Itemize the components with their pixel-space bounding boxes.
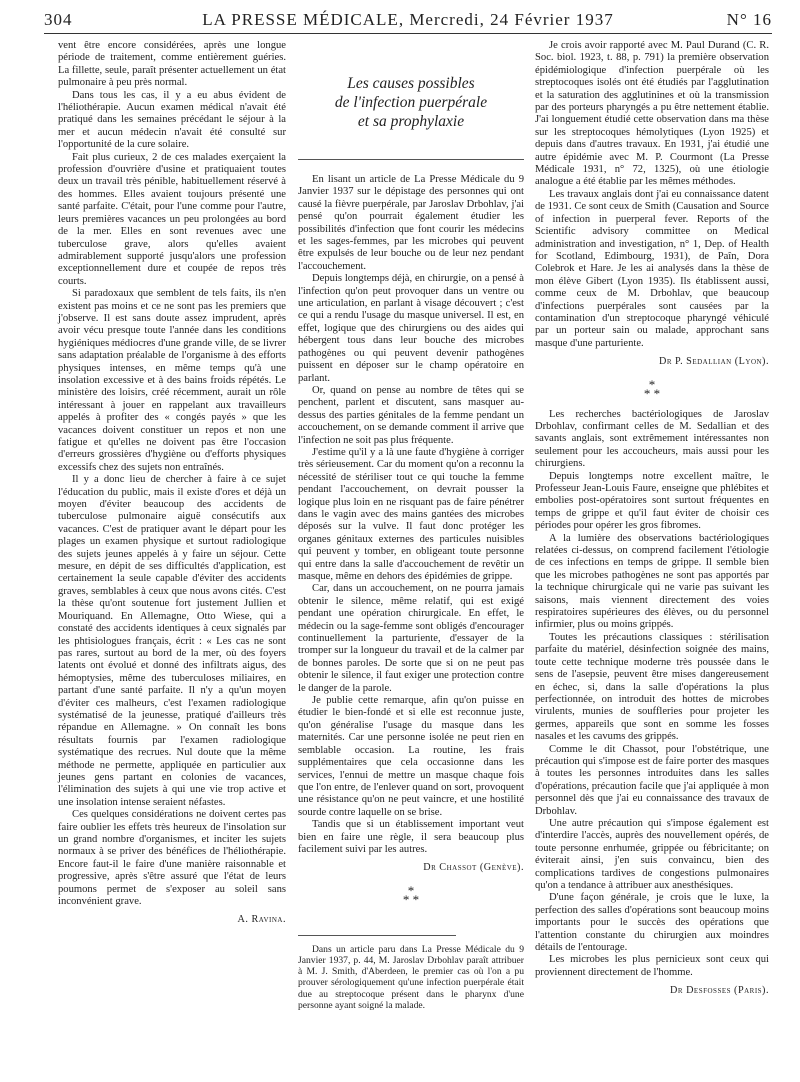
column-left <box>58 40 286 935</box>
paragraph: Car, dans un accouchement, on ne pourra jamais obtenir le silence, même relatif, qui est exigé pendant une opération chirurgicale. En effet, le médecin ou la sage-femme sont obligés d'encourager continuellement la parturiente, d'essayer de la tromper sur la longueur du travail et de la calmer par de bonnes paroles. De sorte que si on ne peut pas obtenir le silence, il faut exiger une protection contre le danger de la parole. <box>298 583 524 694</box>
paragraph: Si paradoxaux que semblent de tels faits, ils n'en existent pas moins et ce ne sont pas les premiers que j'observe. Il est sans doute assez imprudent, après avoir vécu presque toute l'année dans les conditions hygiéniques médiocres d'une grande ville, de se livrer sans adaptation préalable de l'organisme à des efforts physiques intenses, en même temps qu'à une insolation excessive et à des bains froids répétés. Le ministère des loisirs, créé récemment, aurait un rôle intéressant à jouer en rappelant aux travailleurs appelés à profiter des « congés payés » que les vacances doivent constituer un repos et non une fatigue et qu'elles ne doivent pas être l'occasion d'erreurs grossières d'hygiène ou d'efforts physiques excessifs chez des sujets non entraînés. <box>58 288 286 473</box>
paragraph: Toutes les précautions classiques : stérilisation parfaite du matériel, désinfection soignée des mains, toute cette technique moderne très poussée dans le sens de l'asepsie, peuvent être mises dangereusement en échec, si, dans la salle d'opérations la plus perfectionnée, on introduit des hottes de microbes virulents, munies de souffleries pour projeter les germes, appareils que sont en somme les fosses nasales et les cavums des grippés. <box>535 631 769 743</box>
author-signature: A. Ravina. <box>237 914 286 926</box>
paragraph: Depuis longtemps déjà, en chirurgie, on a pensé à l'infection qu'on peut provoquer dans un ventre ou une articulation, en parlant à visage découvert ; c'est ce qui a rendu l'usage du masque universel. Il est, en effet, logique que des chirurgiens ou des aides qui hébergent tous dans leur bouche des microbes pathogènes ou qui peuvent devenir pathogènes puissent en déposer sur le champ opératoire en parlant. <box>298 273 524 384</box>
article-title-line: Les causes possibles <box>347 75 475 92</box>
paragraph: Les travaux anglais dont j'ai eu connaissance datent de 1931. Ce sont ceux de Smith (Causation and Source of infection in puerperal fever. Reports of the Scientific advisory committee on Medical administration and investigation, n° 1, Dep. of Health for Scotland, Edimbourg, 1931), de Paîn, Dora Colebrok et Hare. Je les ai analysés dans la thèse de mon élève Gibert (Lyon 1935). Ils établissent aussi, comme ceux de M. Drbohlav, que beaucoup d'infections puerpérales sont causées par la contamination d'un streptocoque pharyngé véhiculé par un porteur sain ou malade, approchant sans masque d'une parturiente. <box>535 188 769 349</box>
paragraph: Les recherches bactériologiques de Jaroslav Drbohlav, confirmant celles de M. Sedallian et des savants anglais, sont extrêmement intéressantes non seulement pour les accoucheurs, mais aussi pour les chirurgiens. <box>535 408 769 470</box>
star: * <box>407 882 415 898</box>
paragraph: J'estime qu'il y a là une faute d'hygiène à corriger très sérieusement. Car du moment qu'on a reconnu la nécessité de stériliser tout ce qui touche la femme pendant l'accouchement, on devrait pousser la logique plus loin en ne risquant pas de faire pénétrer dans le vagin avec des mains gantées des microbes déposés sur la vulve. Il faut donc protéger les organes génitaux externes des particules nuisibles qui peuvent y tomber, en obligeant toute personne qui entre dans la salle d'accouchement de revêtir un masque, même en dehors des épidémies de grippe. <box>298 446 524 582</box>
page-header <box>44 6 772 36</box>
author-signature: Dr P. Sedallian (Lyon). <box>658 356 769 368</box>
star: * <box>648 376 656 392</box>
paragraph: A la lumière des observations bactériologiques relatées ci-dessus, on comprend facilement l'étiologie de ces infections en temps de grippe. Il semble bien que les microbes pathogènes ne sont pas apportés par la technique chirurgicale qui ne varie pas suivant les saisons, mais viennent directement des voies respiratoires supérieures des élèves, ou du personnel infirmier, plus ou moins grippés. <box>535 532 769 631</box>
paragraph: Une autre précaution qui s'impose également est d'interdire l'accès, auprès des nouvellement opérés, de toute personne enrhumée, grippée ou fébricitante; on éviterait ainsi, j'en suis convaincu, bien des complications tardives de congestions pulmonaires qu'on a tendance à attribuer aux anesthésiques. <box>535 817 769 891</box>
article-title-line: de l'infection puerpérale <box>334 94 488 111</box>
star: * <box>412 891 420 907</box>
star: * <box>402 891 410 907</box>
star: * <box>653 385 661 401</box>
column-right <box>535 40 769 1006</box>
author-signature: Dr Desfosses (Paris). <box>670 985 769 997</box>
issue-number: N° 16 <box>726 10 772 29</box>
paragraph: D'une façon générale, je crois que le luxe, la perfection des salles d'opérations sont beaucoup moins importants pour le succès des opérations que l'attention constante du chirurgien aux moindres détails de l'entourage. <box>535 892 769 954</box>
paragraph: Les microbes les plus pernicieux sont ceux qui proviennent directement de l'homme. <box>535 954 769 978</box>
footnote: Dans un article paru dans La Presse Médicale du 9 Janvier 1937, p. 44, M. Jaroslav Drbohlav paraît attribuer à M. J. Smith, d'Aberdeen, le premier cas où l'on a pu prouver sérologiquement qu'une infection puerpérale était due au streptocoque présent dans le pharynx d'une personne ayant soigné la malade. <box>298 943 524 1011</box>
article-title-line: et sa prophylaxie <box>357 113 465 130</box>
paragraph: Fait plus curieux, 2 de ces malades exerçaient la profession d'ouvrière d'usine et pratiquaient toutes deux un travail très pénible, habituellement réservé à des hommes. Elles avaient toujours présenté une santé parfaite. C'était, pour l'une comme pour l'autre, leurs premières vacances un peu prolongées au bord de la mer. Elles en sont revenues avec une tuberculose grave, alors qu'elles avaient admirablement supporté jusqu'alors une profession exceptionnellement dure et coupée de repos très courts. <box>58 151 286 287</box>
paragraph: Or, quand on pense au nombre de têtes qui se penchent, parlent et discutent, sans masquer au-dessus des parties génitales de la femme pendant un accouchement, on se demande comment il arrive que l'infection ne soit pas plus fréquente. <box>298 384 524 446</box>
page-number: 304 <box>44 10 73 29</box>
paragraph: Je publie cette remarque, afin qu'on puisse en étudier le bien-fondé et si elle est reconnue juste, qu'on généralise l'usage du masque dans les maternités. Car une personne isolée ne peut rien en semblable occasion. La routine, les frais supplémentaires que cela occasionne dans les services, l'ennui de mettre un masque chaque fois que l'on entre, de l'enlever quand on sort, provoquent une résistance qu'on ne peut vaincre, et une hostilité sourde contre laquelle on se brise. <box>298 695 524 818</box>
paragraph: Je crois avoir rapporté avec M. Paul Durand (C. R. Soc. biol. 1923, t. 88, p. 791) la première observation épidémiologique d'infection puerpérale où les streptocoques isolés ont été étudiés par l'agglutination et la saturation des agglutinines et où la transmission par des porteurs pharyngés a pu être nettement établie. J'ai longuement étudié cette observation dans ma thèse sur les streptocoques hémolytiques (Lyon 1925) et depuis dans d'autres travaux. En 1931, j'ai étudié une autre épidémie avec M. P. Courmont (La Presse Médicale 1931, n° 72, 1325), où une étiologie analogue a été établie par les mêmes méthodes. <box>535 40 769 188</box>
section-separator <box>298 882 524 907</box>
journal-title: LA PRESSE MÉDICALE, Mercredi, 24 Février 1937 <box>202 10 614 29</box>
header-rule <box>44 33 772 34</box>
section-separator <box>535 376 769 401</box>
paragraph: Depuis longtemps notre excellent maître, le Professeur Jean-Louis Faure, enseigne que phlébites et embolies post-opératoires sont surtout fréquentes en temps de grippe et qu'il faut éviter de choisir ces périodes pour opérer les gros fibromes. <box>535 470 769 532</box>
title-rule <box>298 159 524 160</box>
author-signature: Dr Chassot (Genève). <box>423 862 524 874</box>
paragraph: Il y a donc lieu de chercher à faire à ce sujet l'éducation du public, mais il existe d'ores et déjà un moyen d'éviter beaucoup des accidents de tuberculose pulmonaire aiguë consécutifs aux vacances. C'est de pratiquer avant le départ pour les plages un examen physique et surtout radiologique des sujets jeunes appelés à y faire un séjour. Cette mesure, en dépit de ses difficultés d'application, est certainement la seule capable d'éviter des accidents graves, semblables à ceux que nous avons cités. C'est la thèse qu'ont soutenue fort justement Jullien et Mouriquand. En Allemagne, Otto Wiese, qui a constaté des accidents identiques à ceux signalés par les phtisiologues français, écrit : « Les cas ne sont pas rares, surtout au bord de la mer, où des foyers latents ont évolué et donné des infiltrats aigus, des hémoptysies, même des tuberculoses miliaires, en partant d'une santé parfaite. Il n'y a qu'un moyen d'éviter ces malheurs, c'est l'examen radiologique systématisé de la jeunesse, pratiqué d'ailleurs très répandue en Allemagne. » On connaît les bons résultats fournis par l'examen radiologique systématique des recrues. Nul doute que la même méthode ne permette, appliquée en particulier aux jeunes gens partant en colonies de vacances, l'élimination des sujets à qui une vie trop active et une insolation intense seraient néfastes. <box>58 474 286 808</box>
paragraph: Dans tous les cas, il y a eu abus évident de l'héliothérapie. Aucun examen médical n'avait été pratiqué dans les semaines précédant le séjour à la mer et aucun médecin n'avait été consulté sur l'opportunité de la cure solaire. <box>58 89 286 151</box>
article-title <box>298 74 524 131</box>
paragraph: vent être encore considérées, après une longue période de traitement, comme entièrement guéries. La fillette, seule, paraît présenter actuellement un état pulmonaire à peu près normal. <box>58 40 286 89</box>
paragraph: En lisant un article de La Presse Médicale du 9 Janvier 1937 sur le dépistage des personnes qui ont causé la fièvre puerpérale, par Jaroslav Drbohlav, j'ai pensé qu'on pourrait également étudier les possibilités d'infection que font courir les médecins et les sages-femmes, par les microbes qui peuvent être expulsés de leur bouche ou de leur nez pendant l'accouchement. <box>298 174 524 272</box>
column-middle <box>298 40 524 1011</box>
paragraph: Comme le dit Chassot, pour l'obstétrique, une précaution qui s'impose est de faire porter des masques à toutes les personnes introduites dans les salles d'opérations, précaution facile que j'ai appliquée à mon personnel dès que j'ai eu connaissance des travaux de Drbohlav. <box>535 743 769 817</box>
paragraph: Ces quelques considérations ne doivent certes pas faire oublier les effets très heureux de l'insolation sur un grand nombre d'organismes, et inciter les sujets normaux à se priver des bénéfices de l'héliothérapie. Encore faut-il le faire d'une manière raisonnable et progressive, après s'être assuré que l'état de leurs poumons permet de s'exposer au soleil sans inconvénient grave. <box>58 809 286 908</box>
footnote-rule <box>298 935 456 936</box>
star: * <box>643 385 651 401</box>
paragraph: Tandis que si un établissement important veut bien en faire une règle, il sera beaucoup plus facilement suivi par les autres. <box>298 819 524 855</box>
